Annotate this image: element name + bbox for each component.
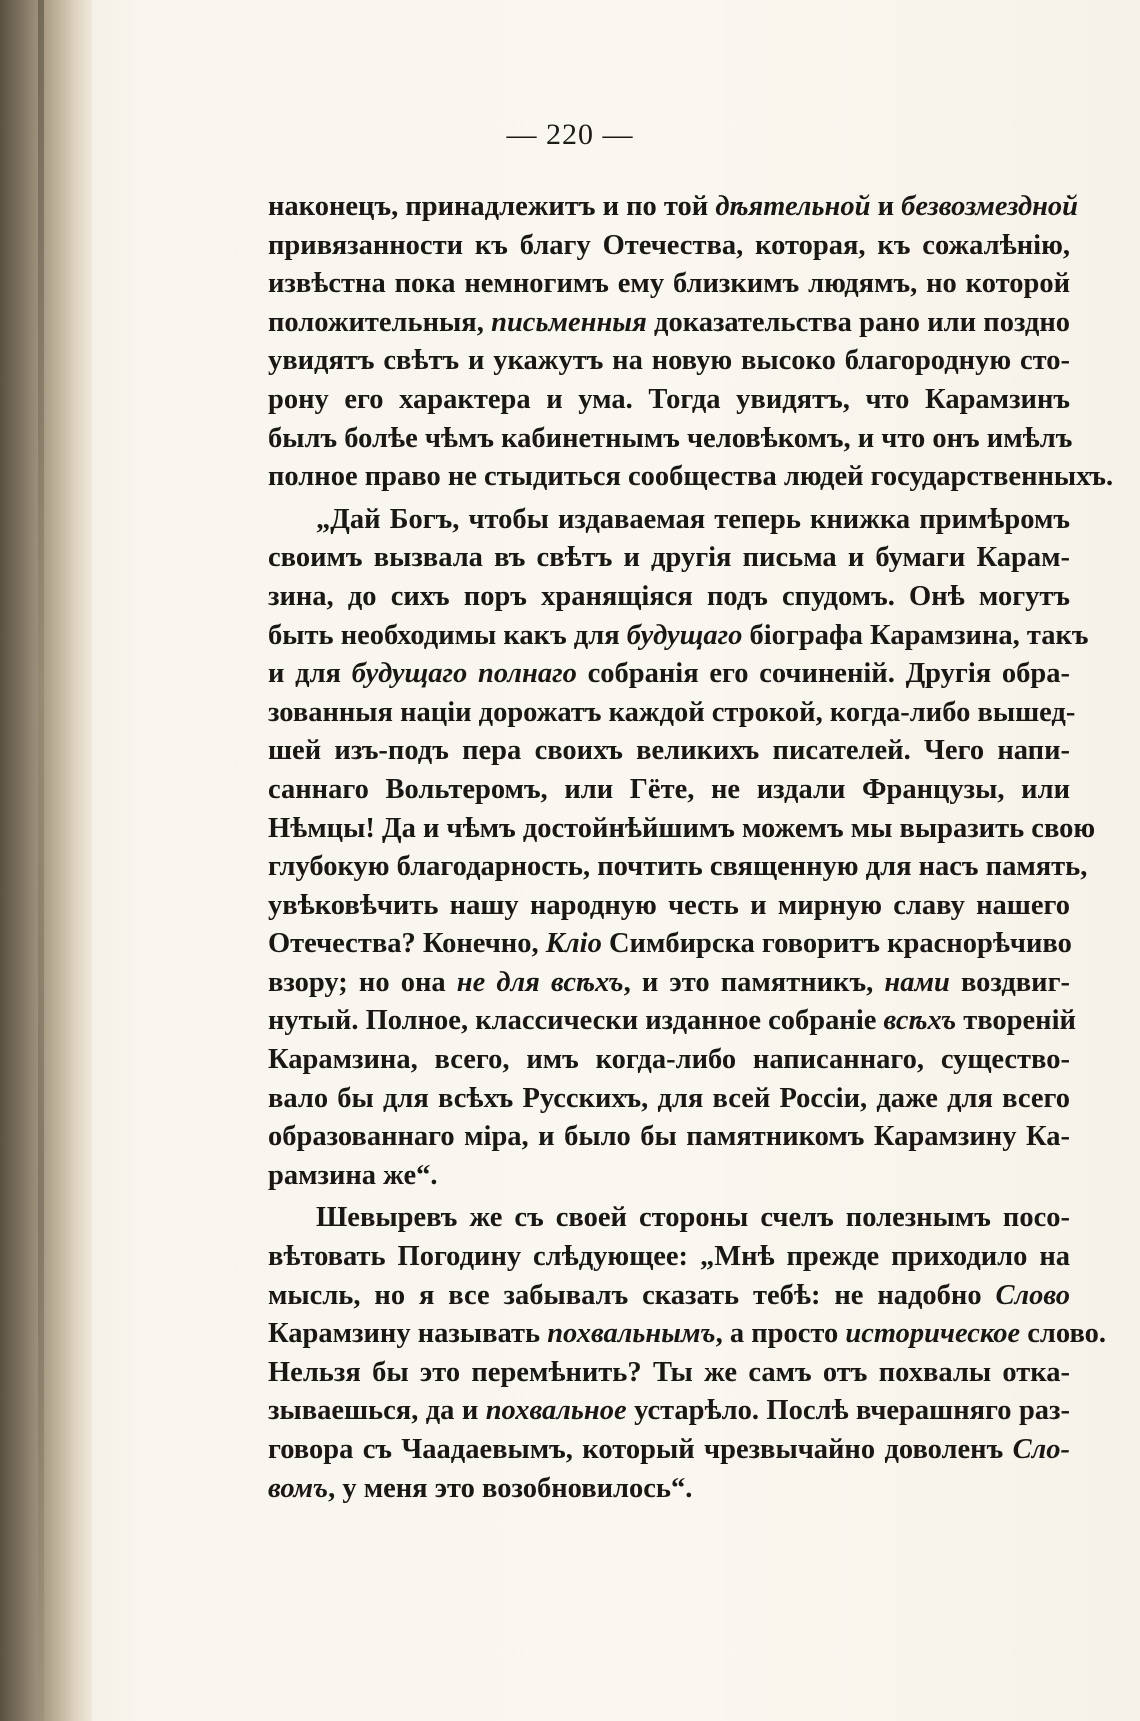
text-line	[268, 848, 1088, 887]
text-segment: „Дай Богъ, чтобы издаваемая теперь книжка примѣромъ	[316, 503, 1070, 535]
text-line	[268, 188, 1079, 227]
italic-text: Слово	[995, 1279, 1070, 1311]
text-segment: наконецъ, принадлежитъ и по той	[268, 191, 716, 222]
text-segment: Нѣмцы! Да и чѣмъ достойнѣйшимъ можемъ мы выразить свою	[268, 812, 1096, 844]
text-segment: и	[870, 191, 902, 222]
text-line	[268, 810, 1096, 849]
body-text	[268, 188, 1114, 1508]
text-line	[268, 887, 1070, 926]
italic-text: безвозмездной	[901, 191, 1079, 222]
text-line	[268, 732, 1070, 771]
text-segment: взору; но она	[268, 966, 457, 998]
text-segment: вѣтовать Погодину слѣдующее: „Мнѣ прежде приходило на	[268, 1241, 1070, 1273]
italic-text: похвальнымъ	[547, 1318, 716, 1350]
italic-text: всѣхъ	[883, 1005, 957, 1037]
text-segment: рону его характера и ума. Тогда увидятъ, что Карамзинъ	[268, 383, 1070, 415]
text-segment: зываешься, да и	[268, 1395, 486, 1427]
italic-text: дѣятельной	[715, 191, 871, 222]
text-segment: шей изъ-подъ пера своихъ великихъ писателей. Чего напи-	[268, 735, 1070, 767]
text-segment: образованнаго міра, и было бы памятникомъ Карамзину Ка-	[268, 1121, 1070, 1153]
text-segment: зина, до сихъ поръ хранящіяся подъ спудомъ. Онѣ могутъ	[268, 580, 1070, 612]
text-segment: зованныя націи дорожатъ каждой строкой, когда-либо вышед-	[268, 696, 1076, 728]
text-line	[268, 1041, 1070, 1080]
text-line	[268, 1277, 1070, 1316]
text-segment: біографа Карамзина, такъ	[742, 619, 1089, 651]
text-segment: увидятъ свѣтъ и укажутъ на новую высоко благородную сто-	[268, 345, 1070, 377]
text-segment: Шевыревъ же съ своей стороны счелъ полезнымъ посо-	[316, 1202, 1070, 1234]
paragraph	[268, 188, 1114, 497]
page-gutter-shadow	[0, 0, 92, 1721]
italic-text: письменныя	[491, 306, 647, 338]
page-number: — 220 —	[506, 118, 634, 151]
text-line	[268, 1392, 1070, 1431]
binding-edge	[38, 0, 44, 1721]
text-line	[268, 342, 1070, 381]
text-line	[268, 1470, 1070, 1509]
text-line	[268, 1002, 1076, 1041]
italic-text: не для всѣхъ	[456, 966, 624, 998]
text-line	[268, 964, 1070, 1003]
text-line	[268, 655, 1070, 694]
text-segment: былъ болѣе чѣмъ кабинетнымъ человѣкомъ, и что онъ имѣлъ	[268, 422, 1073, 454]
text-line	[268, 381, 1070, 420]
italic-text: нами	[884, 966, 950, 998]
text-segment: рамзина же“.	[268, 1159, 438, 1191]
text-segment: полное право не стыдиться сообщества людей государственныхъ.	[268, 461, 1114, 493]
text-segment: Карамзину называть	[268, 1318, 548, 1350]
italic-text: похвальное	[485, 1395, 627, 1427]
text-segment: положительныя,	[268, 306, 492, 338]
text-line	[268, 694, 1076, 733]
text-segment: и для	[268, 658, 352, 690]
text-line	[268, 458, 1114, 497]
text-line	[268, 420, 1073, 459]
text-segment: своимъ вызвала въ свѣтъ и другія письма и бумаги Карам-	[268, 542, 1070, 574]
text-segment: Нельзя бы это перемѣнить? Ты же самъ отъ похвалы отка-	[268, 1356, 1070, 1388]
text-line	[268, 578, 1070, 617]
text-segment: нутый. Полное, классически изданное собраніе	[268, 1005, 884, 1037]
text-segment: , и это памятникъ,	[623, 966, 885, 998]
text-line	[268, 1080, 1070, 1119]
text-segment: извѣстна пока немногимъ ему близкимъ людямъ, но которой	[268, 268, 1070, 300]
italic-text: вомъ	[268, 1472, 329, 1504]
text-segment: вало бы для всѣхъ Русскихъ, для всей Россіи, даже для всего	[268, 1082, 1070, 1114]
text-line	[268, 925, 1070, 964]
italic-text: будущаго полнаго	[351, 658, 577, 690]
text-segment: привязанности къ благу Отечества, которая, къ сожалѣнію,	[268, 229, 1070, 261]
text-line	[268, 1315, 1107, 1354]
text-segment: глубокую благодарность, почтить священную для насъ память,	[268, 851, 1088, 883]
italic-text: Кліо	[545, 928, 602, 960]
text-line	[268, 501, 1070, 540]
text-segment: слово.	[1020, 1318, 1107, 1350]
text-line	[268, 1118, 1070, 1157]
text-line	[268, 1431, 1070, 1470]
text-line	[268, 1157, 1070, 1196]
text-segment: саннаго Вольтеромъ, или Гёте, не издали Французы, или	[268, 773, 1070, 805]
italic-text: Сло-	[1012, 1434, 1070, 1465]
text-line	[268, 539, 1070, 578]
paragraph	[268, 501, 1096, 1196]
text-segment: , у меня это возобновилось“.	[328, 1472, 693, 1504]
italic-text: историческое	[845, 1318, 1021, 1350]
text-segment: твореній	[956, 1005, 1076, 1037]
text-line	[268, 1199, 1070, 1238]
text-segment: говора съ Чаадаевымъ, который чрезвычайно доволенъ	[268, 1434, 1013, 1465]
text-segment: собранія его сочиненій. Другія обра-	[576, 658, 1071, 690]
text-segment: быть необходимы какъ для	[268, 619, 627, 651]
text-segment: доказательства рано или поздно	[646, 306, 1070, 338]
text-segment: , а просто	[715, 1318, 846, 1350]
text-line	[268, 1238, 1070, 1277]
text-segment: Симбирска говоритъ краснорѣчиво	[601, 928, 1072, 960]
text-line	[268, 227, 1070, 266]
italic-text: будущаго	[626, 619, 743, 651]
text-line	[268, 304, 1070, 343]
paragraph	[268, 1199, 1107, 1508]
text-line	[268, 771, 1070, 810]
text-segment: Карамзина, всего, имъ когда-либо написаннаго, существо-	[268, 1044, 1070, 1076]
text-segment: воздвиг-	[949, 966, 1071, 998]
text-line	[268, 1354, 1070, 1393]
text-segment: Отечества? Конечно,	[268, 928, 546, 960]
text-segment: мысль, но я все забывалъ сказать тебѣ: не надобно	[268, 1279, 996, 1311]
text-line	[268, 617, 1089, 656]
text-segment: устарѣло. Послѣ вчерашняго раз-	[626, 1395, 1070, 1427]
text-segment: увѣковѣчить нашу народную честь и мирную славу нашего	[268, 889, 1070, 921]
text-line	[268, 265, 1070, 304]
